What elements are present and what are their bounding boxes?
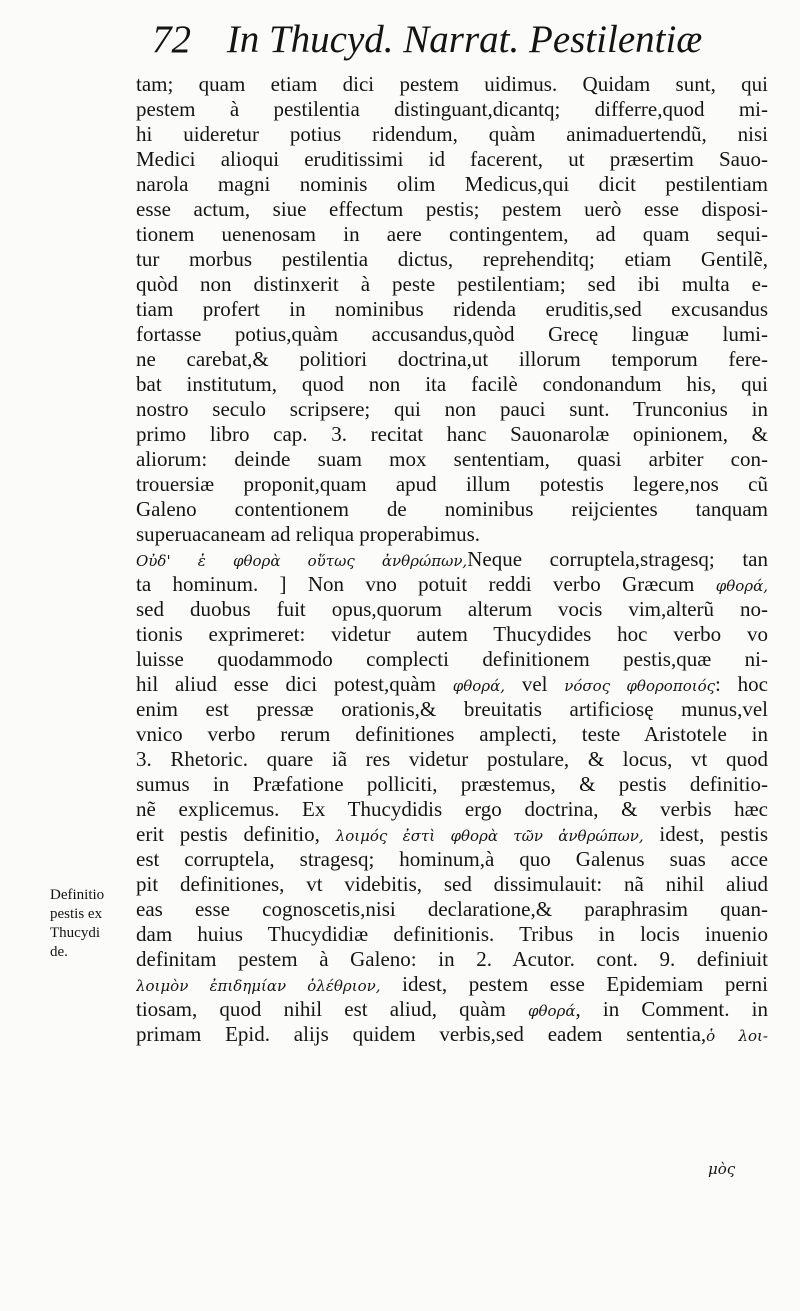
text-line: nostro seculo scripsere; qui non pauci sunt. Trunconius in <box>136 397 768 421</box>
text-line: bat institutum, quod non ita facilè condonandum his, qui <box>136 372 768 396</box>
text-segment: erit pestis definitio, <box>136 822 320 846</box>
greek-word: ὁ λοι- <box>706 1027 768 1045</box>
text-line <box>136 572 768 597</box>
greek-quote: Οὐδ' ἐ φθορὰ οὕτως ἀνθρώπων, <box>136 552 468 570</box>
text-line: pit definitiones, vt videbitis, sed dissimulauit: nã nihil aliud <box>136 872 768 896</box>
text-line: tiosam, quod nihil est aliud, quàm φθορά, in Comment. in <box>136 997 768 1021</box>
text-line: fortasse potius,quàm accusandus,quòd Grecę linguæ lumi- <box>136 322 768 346</box>
text-line: primo libro cap. 3. recitat hanc Sauonarolæ opinionem, & <box>136 422 768 446</box>
text-line: hil aliud esse dici potest,quàm φθορά, vel νόσος φθοροποιός: hoc <box>136 672 768 696</box>
running-title: In Thucyd. Narrat. Pestilentiæ <box>226 18 703 61</box>
text-line: trouersiæ proponit,quam apud illum potestis legere,nos cũ <box>136 472 768 496</box>
text-line: definitam pestem à Galeno: in 2. Acutor. cont. 9. definiuit <box>136 947 768 971</box>
text-line: vnico verbo rerum definitiones amplecti, teste Aristotele in <box>136 722 768 746</box>
page-number: 72 <box>152 18 191 61</box>
text-line: sumus in Præfatione polliciti, præstemus, & pestis definitio- <box>136 772 768 796</box>
text-line: tionem uenenosam in aere contingentem, ad quam sequi- <box>136 222 768 246</box>
text-line: aliorum: deinde suam mox sententiam, quasi arbiter con- <box>136 447 768 471</box>
marginal-note-line: Definitio <box>50 887 105 903</box>
text-segment: ta hominum. ] Non vno potuit reddi verbo Græcum <box>136 572 695 596</box>
greek-definition: λοιμός ἐστὶ φθορὰ τῶν ἀνθρώπων, <box>335 827 644 845</box>
greek-phrase: νόσος φθοροποιός <box>564 677 716 695</box>
greek-word: φθορά, <box>452 677 506 695</box>
text-line <box>136 972 768 997</box>
text-line: hi uideretur potius ridendum, quàm animaduertendũ, nisi <box>136 122 768 146</box>
text-line: Galeno contentionem de nominibus reijcientes tanquam <box>136 497 768 521</box>
text-line: tur morbus pestilentia dictus, reprehenditq; etiam Gentilẽ, <box>136 247 768 271</box>
text-line <box>136 822 768 847</box>
body-text <box>136 72 768 1047</box>
text-line: dam huius Thucydidiæ definitionis. Tribus in locis inuenio <box>136 922 768 946</box>
text-line: sed duobus fuit opus,quorum alterum vocis vim,alterũ no- <box>136 597 768 621</box>
text-segment: tiosam, quod nihil est aliud, quàm <box>136 997 506 1021</box>
catchword: μὸς <box>708 1160 736 1178</box>
text-line: tiam profert in nominibus ridenda eruditis,sed excusandus <box>136 297 768 321</box>
greek-phrase: λοιμὸν ἐπιδημίαν ὀλέθριον, <box>136 977 381 995</box>
text-line: luisse quodammodo complecti definitionem pestis,quæ ni- <box>136 647 768 671</box>
text-segment: idest, pestem esse Epidemiam perni <box>380 972 768 996</box>
text-segment: primam Epid. alijs quidem verbis,sed eadem sententia, <box>136 1022 707 1046</box>
text-segment: : hoc <box>715 672 768 696</box>
greek-word: φθορά <box>527 1002 576 1020</box>
text-line: tam; quam etiam dici pestem uidimus. Quidam sunt, qui <box>136 72 768 96</box>
text-line: nẽ explicemus. Ex Thucydidis ergo doctrina, & verbis hæc <box>136 797 768 821</box>
marginal-note-line: de. <box>50 944 68 960</box>
text-segment: hil aliud esse dici potest,quàm <box>136 672 436 696</box>
text-segment: idest, pestis <box>643 822 768 846</box>
page-header <box>152 16 792 64</box>
text-line <box>136 1022 768 1047</box>
text-line: pestem à pestilentia distinguant,dicantq; differre,quod mi- <box>136 97 768 121</box>
text-line: narola magni nominis olim Medicus,qui dicit pestilentiam <box>136 172 768 196</box>
marginal-note-line: Thucydi <box>50 925 100 941</box>
greek-quote-gloss: Neque corruptela,stragesq; tan <box>467 547 768 571</box>
marginal-note <box>50 886 136 962</box>
greek-quote-line <box>136 547 768 572</box>
text-line: ne carebat,& politiori doctrina,ut illorum temporum fere- <box>136 347 768 371</box>
marginal-note-line: pestis ex <box>50 906 103 922</box>
text-line: eas esse cognoscetis,nisi declaratione,& paraphrasim quan- <box>136 897 768 921</box>
text-line: tionis exprimeret: videtur autem Thucydides hoc verbo vo <box>136 622 768 646</box>
text-line: Medici alioqui eruditissimi id facerent, ut præsertim Sauo- <box>136 147 768 171</box>
text-line: esse actum, siue effectum pestis; pestem uerò esse disposi- <box>136 197 768 221</box>
text-line: 3. Rhetoric. quare iã res videtur postulare, & locus, vt quod <box>136 747 768 771</box>
text-line: est corruptela, stragesq; hominum,à quo Galenus suas acce <box>136 847 768 871</box>
text-segment: in Comment. in <box>580 997 768 1021</box>
text-line: quòd non distinxerit à peste pestilentiam; sed ibi multa e- <box>136 272 768 296</box>
text-line: enim est pressæ orationis,& breuitatis artificiosę munus,vel <box>136 697 768 721</box>
greek-word: φθορά, <box>715 577 768 595</box>
text-line: superuacaneam ad reliqua properabimus. <box>136 522 481 546</box>
